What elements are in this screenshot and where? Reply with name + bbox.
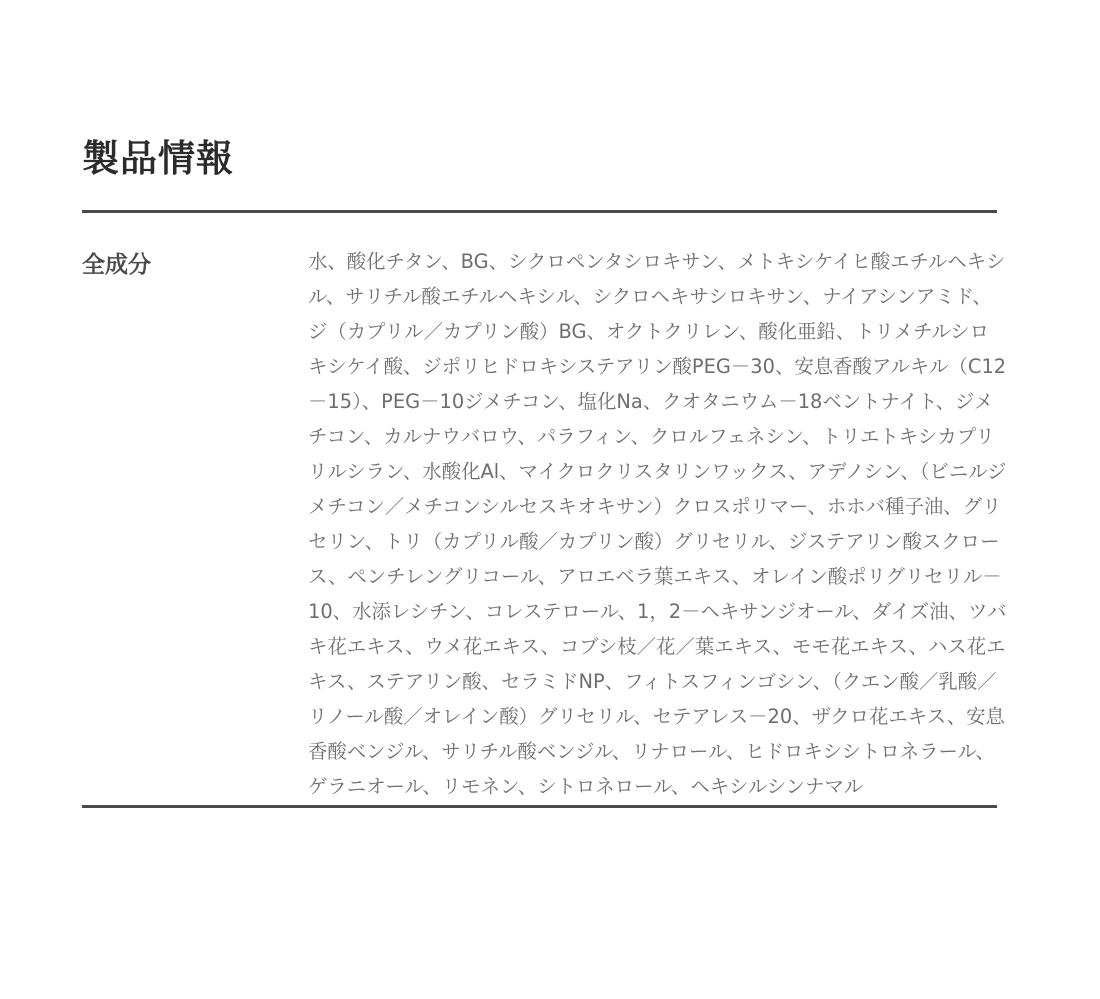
section-title: 製品情報 bbox=[82, 137, 234, 180]
bottom-divider bbox=[82, 805, 997, 808]
top-divider bbox=[82, 210, 997, 213]
ingredients-text: 水、酸化チタン、BG、シクロペンタシロキサン、メトキシケイヒ酸エチルヘキシル、サリチル酸エチルヘキシル、シクロヘキサシロキサン、ナイアシンアミド、ジ（カプリル／カプリン酸）BG、オクトクリレン、酸化亜鉛、トリメチルシロキシケイ酸、ジポリヒドロキシステアリン酸PEG－30、安息香酸アルキル（C12－15）、PEG－10ジメチコン、塩化Na、クオタニウム－18ベントナイト、ジメチコン、カルナウバロウ、パラフィン、クロルフェネシン、トリエトキシカプリリルシラン、水酸化Al、マイクロクリスタリンワックス、アデノシン、（ビニルジメチコン／メチコンシルセスキオキサン）クロスポリマー、ホホバ種子油、グリセリン、トリ（カプリル酸／カプリン酸）グリセリル、ジステアリン酸スクロース、ペンチレングリコール、アロエベラ葉エキス、オレイン酸ポリグリセリル－10、水添レシチン、コレステロール、1，2－ヘキサンジオール、ダイズ油、ツバキ花エキス、ウメ花エキス、コブシ枝／花／葉エキス、モモ花エキス、ハス花エキス、ステアリン酸、セラミドNP、フィトスフィンゴシン、（クエン酸／乳酸／リノール酸／オレイン酸）グリセリル、セテアレス－20、ザクロ花エキス、安息香酸ベンジル、サリチル酸ベンジル、リナロール、ヒドロキシシトロネラール、ゲラニオール、リモネン、シトロネロール、ヘキシルシンナマル bbox=[308, 250, 1007, 798]
ingredients-label: 全成分 bbox=[82, 252, 151, 278]
